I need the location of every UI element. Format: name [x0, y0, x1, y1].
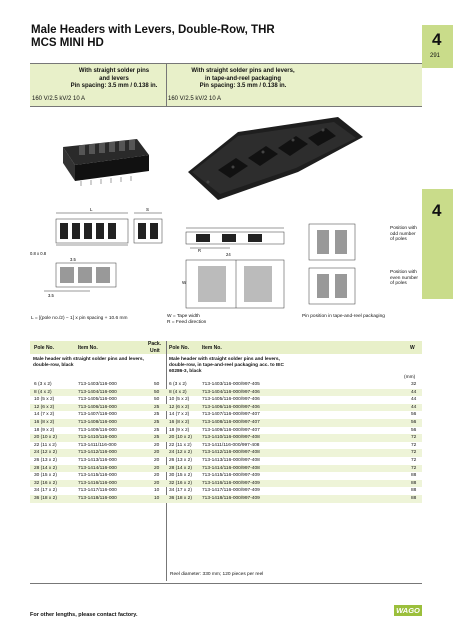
table-cell: 18 (9 x 2): [169, 427, 190, 433]
table-row: [30, 472, 422, 480]
table-cell: 20: [154, 442, 160, 448]
page-number: 291: [430, 53, 441, 59]
table-cell: 30 (15 x 2): [169, 473, 192, 479]
table-cell: 88: [411, 488, 417, 494]
divider: [30, 583, 422, 584]
table-cell: 50: [154, 382, 160, 387]
table-cell: 14 (7 x 2): [169, 412, 190, 418]
table-cell: 10 (5 x 2): [34, 397, 55, 403]
table-row: [30, 389, 422, 397]
footer-note: For other lengths, please contact factory.: [30, 612, 138, 618]
table-row: [30, 381, 422, 389]
table-cell: 28 (14 x 2): [34, 465, 57, 471]
table-row: [30, 457, 422, 465]
table-cell: 34 (17 x 2): [169, 488, 192, 494]
tape-drawing: [180, 222, 290, 312]
dim-label: 0.8 x 0.8: [30, 251, 47, 256]
col-header: Item No.: [78, 345, 98, 351]
table-cell: 32 (16 x 2): [34, 480, 57, 486]
chapter-number-mid: 4: [432, 201, 442, 220]
table-cell: 72: [411, 458, 417, 463]
table-cell: 713-1414/116-000/997-408: [202, 465, 260, 471]
header-left: With straight solder pins and levers Pin spacing: 3.5 mm / 0.138 in.: [70, 68, 158, 89]
table-cell: 713-1405/116-000/997-406: [202, 397, 260, 403]
table-cell: 713-1418/116-000: [78, 496, 117, 501]
table-row: [30, 427, 422, 435]
reel-note: Reel diameter: 330 mm; 120 pieces per reel: [170, 572, 264, 577]
table-cell: 20 (10 x 2): [34, 435, 57, 441]
col-header: W: [410, 345, 415, 351]
table-cell: 713-1410/116-000: [78, 435, 117, 441]
right-group-desc: Male header with straight solder pins and levers, double-row, in tape-and-reel packaging acc. to IEC 60286-3, black: [169, 357, 284, 374]
table-cell: 8 (4 x 2): [169, 389, 187, 395]
table-cell: 20 (10 x 2): [169, 435, 192, 441]
formula-caption: L = [(pole no./2) − 1] x pin spacing + 10.6 mm: [31, 316, 128, 321]
divider: [166, 63, 167, 107]
dim-label: 24: [226, 252, 231, 257]
table-header: [30, 341, 422, 354]
table-cell: 713-1417/116-000/997-409: [202, 488, 260, 494]
table-cell: 25: [154, 435, 160, 441]
table-cell: 24 (12 x 2): [34, 450, 57, 456]
table-cell: 30 (15 x 2): [34, 473, 57, 479]
table-cell: 713-1414/116-000: [78, 465, 117, 471]
tape-caption: W = Tape width R = Feed direction: [167, 314, 207, 325]
table-cell: 12 (6 x 2): [169, 404, 190, 410]
dim-label: R: [198, 248, 202, 253]
table-cell: 713-1411/116-000/997-408: [202, 442, 260, 448]
table-cell: 26 (13 x 2): [169, 458, 192, 463]
tape-reel-photo: [178, 112, 368, 204]
table-row: [30, 404, 422, 412]
col-header: Pole No.: [169, 345, 190, 351]
rating-left: 160 V/2.5 kV/2 10 A: [32, 96, 86, 102]
table-cell: 20: [154, 480, 160, 486]
header-right: With straight solder pins and levers, in tape-and-reel packaging Pin spacing: 3.5 mm / 0.138 in.: [191, 68, 295, 89]
table-row: [30, 442, 422, 450]
header-drawing: [30, 205, 170, 315]
table-cell: 36 (18 x 2): [34, 496, 57, 501]
table-cell: 713-1408/116-000: [78, 420, 117, 425]
table-cell: 10 (5 x 2): [169, 397, 190, 403]
col-header: Unit: [150, 348, 160, 354]
table-cell: 25: [154, 427, 160, 433]
table-cell: 713-1413/116-000: [78, 458, 117, 463]
dim-label: S: [146, 207, 150, 212]
table-cell: 10: [154, 488, 160, 494]
ratings-row: [30, 94, 422, 106]
table-cell: 56: [411, 427, 417, 433]
dim-label: 3.5: [48, 293, 54, 298]
table-cell: 88: [411, 496, 417, 501]
table-cell: 56: [411, 412, 417, 418]
table-cell: 72: [411, 435, 417, 441]
table-cell: 713-1408/116-000/997-407: [202, 420, 260, 425]
table-cell: 713-1415/116-000/997-409: [202, 473, 260, 479]
chapter-number: 4: [432, 30, 442, 49]
table-cell: 32 (16 x 2): [169, 480, 192, 486]
table-row: [30, 495, 422, 503]
divider: [30, 106, 422, 107]
table-cell: 713-1413/116-000/997-408: [202, 458, 260, 463]
pin-position-drawing: [305, 222, 360, 310]
chapter-tab-mid[interactable]: [422, 189, 453, 299]
table-cell: 44: [411, 397, 417, 403]
col-header: Pack.: [148, 341, 162, 347]
table-cell: 20: [154, 473, 160, 479]
table-cell: 6 (3 x 2): [169, 382, 187, 387]
chapter-tab[interactable]: [422, 25, 453, 68]
table-cell: 713-1412/116-000/997-408: [202, 450, 260, 456]
table-cell: 713-1403/116-000: [78, 382, 117, 387]
col-header: Item No.: [202, 345, 222, 351]
table-cell: 20: [154, 450, 160, 456]
header-photo: [55, 125, 155, 187]
table-cell: 713-1410/116-000/997-408: [202, 435, 260, 441]
table-cell: 25: [154, 412, 160, 418]
table-cell: 713-1409/116-000: [78, 427, 117, 433]
table-cell: 56: [411, 420, 417, 425]
col-header: Pole No.: [34, 345, 55, 351]
table-cell: 713-1404/116-000: [78, 389, 117, 395]
table-cell: 44: [411, 389, 417, 395]
dim-label: W: [182, 280, 187, 285]
table-cell: 14 (7 x 2): [34, 412, 55, 418]
table-cell: 16 (8 x 2): [169, 420, 190, 425]
table-row: [30, 434, 422, 442]
table-cell: 6 (3 x 2): [34, 382, 52, 387]
table-cell: 34 (17 x 2): [34, 488, 57, 494]
table-row: [30, 411, 422, 419]
wago-logo: WAGO: [394, 605, 422, 616]
table-cell: 12 (6 x 2): [34, 404, 55, 410]
table-cell: 713-1418/116-000/997-409: [202, 496, 260, 501]
table-cell: 18 (9 x 2): [34, 427, 55, 433]
table-cell: 72: [411, 450, 417, 456]
table-cell: 713-1406/116-000: [78, 404, 117, 410]
table-cell: 72: [411, 442, 417, 448]
table-cell: 72: [411, 465, 417, 471]
odd-poles-caption: Position with odd number of poles: [390, 226, 417, 243]
table-cell: 713-1412/116-000: [78, 450, 117, 456]
table-cell: 20: [154, 465, 160, 471]
table-cell: 44: [411, 404, 417, 410]
table-cell: 713-1416/116-000/997-409: [202, 480, 260, 486]
table-cell: 24 (12 x 2): [169, 450, 192, 456]
page-title: Male Headers with Levers, Double-Row, THR MCS MINI HD: [31, 24, 275, 49]
table-cell: 88: [411, 480, 417, 486]
pin-position-caption: Pin position in tape-and-reel packaging: [302, 314, 385, 319]
table-cell: 88: [411, 473, 417, 479]
table-cell: 713-1417/116-000: [78, 488, 117, 494]
table-cell: 32: [411, 382, 417, 387]
table-cell: 10: [154, 496, 160, 501]
table-cell: 713-1409/116-000/997-407: [202, 427, 260, 433]
even-poles-caption: Position with even number of poles: [390, 270, 418, 287]
table-cell: 20: [154, 458, 160, 463]
table-cell: 25: [154, 404, 160, 410]
table-row: [30, 396, 422, 404]
table-cell: 26 (13 x 2): [34, 458, 57, 463]
table-cell: 713-1403/116-000/997-405: [202, 382, 260, 387]
table-cell: 713-1415/116-000: [78, 473, 117, 479]
table-cell: 50: [154, 397, 160, 403]
rating-right: 160 V/2.5 kV/2 10 A: [168, 96, 222, 102]
table-row: [30, 449, 422, 457]
table-cell: 8 (4 x 2): [34, 389, 52, 395]
table-cell: 713-1406/116-000/997-406: [202, 404, 260, 410]
table-cell: 22 (11 x 2): [34, 442, 57, 448]
table-cell: 713-1416/116-000: [78, 480, 117, 486]
table-cell: 713-1404/116-000/997-406: [202, 389, 260, 395]
left-group-desc: Male header with straight solder pins and levers, double-row, black: [33, 357, 144, 368]
divider: [30, 63, 422, 64]
table-cell: 28 (14 x 2): [169, 465, 192, 471]
table-row: [30, 419, 422, 427]
table-cell: 22 (11 x 2): [169, 442, 192, 448]
table-cell: 50: [154, 389, 160, 395]
dim-label: L: [90, 207, 93, 212]
table-row: [30, 487, 422, 495]
dim-label: 3.5: [70, 257, 76, 262]
table-cell: 25: [154, 420, 160, 425]
table-cell: 713-1407/116-000: [78, 412, 117, 418]
table-cell: 36 (18 x 2): [169, 496, 192, 501]
table-cell: 713-1405/116-000: [78, 397, 117, 403]
mm-label: (mm): [404, 375, 416, 380]
table-cell: 713-1411/116-000: [78, 442, 117, 448]
table-cell: 713-1407/116-000/997-407: [202, 412, 260, 418]
table-row: [30, 465, 422, 473]
table-row: [30, 480, 422, 488]
table-cell: 16 (8 x 2): [34, 420, 55, 425]
